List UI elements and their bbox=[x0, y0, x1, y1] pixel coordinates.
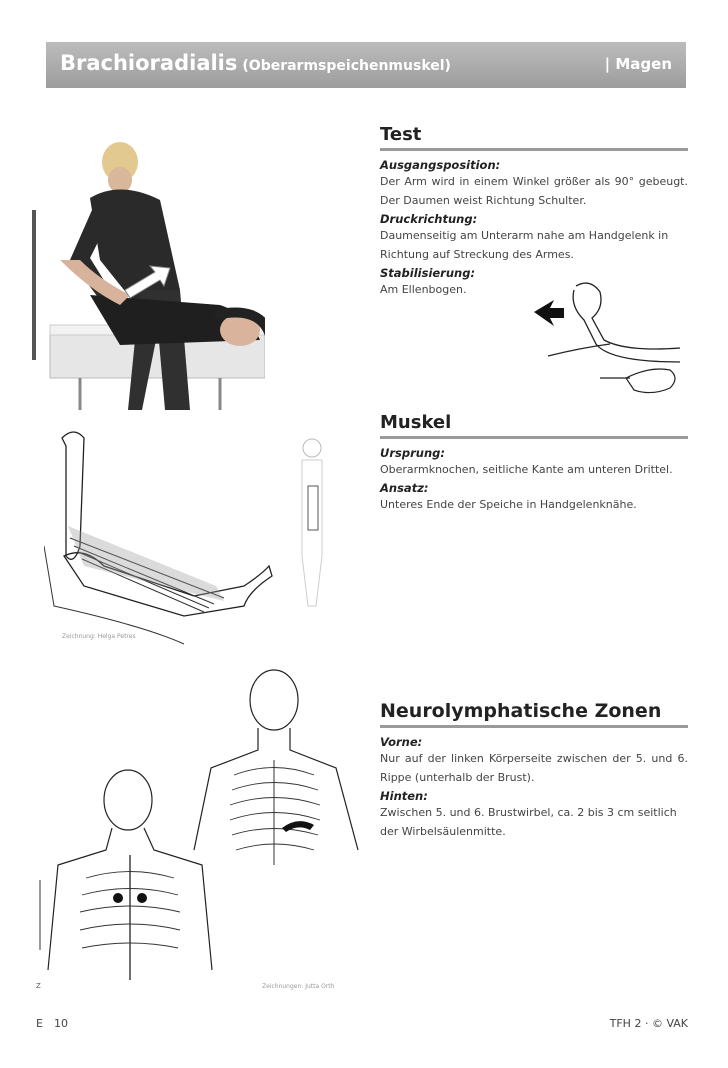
insertion-text: Unteres Ende der Speiche in Handgelenknähe. bbox=[380, 498, 637, 511]
side-z-mark: Z bbox=[36, 982, 41, 990]
start-position-text: Der Arm wird in einem Winkel größer als 90° gebeugt. Der Daumen weist Richtung Schulter. bbox=[380, 175, 688, 207]
test-section bbox=[380, 124, 688, 299]
origin-text: Oberarmknochen, seitliche Kante am unteren Drittel. bbox=[380, 463, 673, 476]
muscle-german-name: (Oberarmspeichenmuskel) bbox=[242, 58, 451, 74]
muscle-test-photo bbox=[30, 140, 265, 415]
stabilization-text: Am Ellenbogen. bbox=[380, 283, 467, 296]
page-number-prefix: E bbox=[36, 1017, 43, 1030]
pressure-direction-label: Druckrichtung: bbox=[380, 212, 478, 226]
origin-label: Ursprung: bbox=[380, 446, 445, 460]
muscle-drawing-credit: Zeichnung: Helga Petres bbox=[62, 633, 136, 640]
front-text: Nur auf der linken Körperseite zwischen der 5. und 6. Rippe (unterhalb der Brust). bbox=[380, 752, 688, 784]
stabilization-label: Stabilisierung: bbox=[380, 266, 476, 280]
pressure-arrow-icon bbox=[534, 300, 564, 326]
start-position-label: Ausgangsposition: bbox=[380, 158, 501, 172]
muscle-anatomy-drawing bbox=[44, 426, 344, 646]
header-bar bbox=[46, 42, 686, 88]
muscle-heading: Muskel bbox=[380, 412, 688, 439]
front-label: Vorne: bbox=[380, 735, 423, 749]
test-heading: Test bbox=[380, 124, 688, 151]
copyright: TFH 2 · © VAK bbox=[609, 1017, 688, 1030]
back-zone-left-dot bbox=[113, 893, 123, 903]
zone-drawing-credit: Zeichnungen: Jutta Orth bbox=[262, 983, 335, 990]
insertion-label: Ansatz: bbox=[380, 481, 429, 495]
meridian-category: | Magen bbox=[604, 55, 672, 73]
arm-test-illustration bbox=[530, 278, 686, 402]
zones-heading: Neurolymphatische Zonen bbox=[380, 700, 688, 728]
back-zone-right-dot bbox=[137, 893, 147, 903]
neurolymphatic-zone-drawings bbox=[36, 650, 366, 995]
zones-section bbox=[380, 700, 688, 841]
back-text: Zwischen 5. und 6. Brustwirbel, ca. 2 bis 3 cm seitlich der Wirbelsäulenmitte. bbox=[380, 806, 677, 838]
back-label: Hinten: bbox=[380, 789, 428, 803]
page-title bbox=[60, 51, 451, 75]
page-number: 10 bbox=[54, 1017, 68, 1030]
muscle-section bbox=[380, 412, 688, 514]
muscle-name: Brachioradialis bbox=[60, 51, 238, 75]
pressure-direction-text: Daumenseitig am Unterarm nahe am Handgelenk in Richtung auf Streckung des Armes. bbox=[380, 229, 669, 261]
